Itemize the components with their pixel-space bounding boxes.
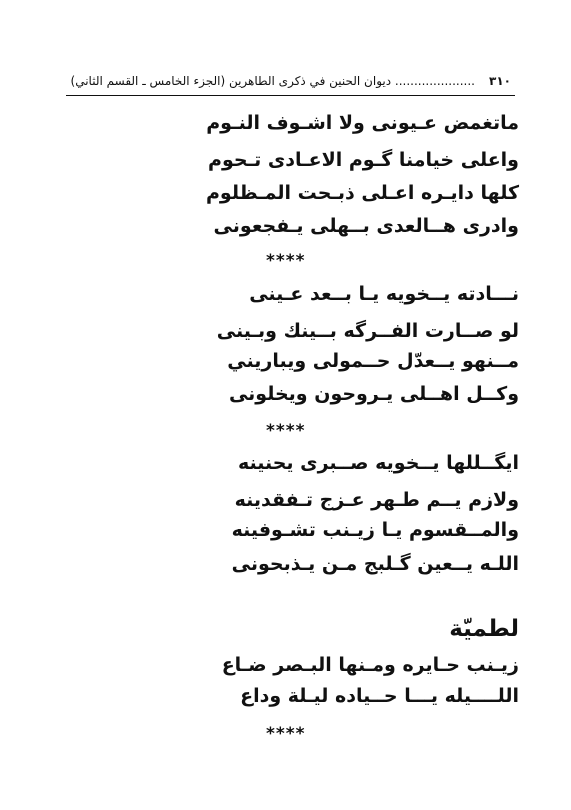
poem-line: ماتغمض عـيونى ولا اشـوف النـوم [206,112,519,134]
stanza-separator: **** [266,724,306,744]
poem-line: والمــقسوم يـا زيـنب تشـوفينه [231,519,519,541]
page-header [66,72,513,94]
running-title: ..................... ديوان الحنين في ذكرى الطاهرين (الجزء الخامس ـ القسم الثاني) [70,74,475,88]
poem-line: لو صــارت الفــرگه بــينك وبـينى [216,320,519,342]
poem-line: وكــل اهــلى يـروحون ويخلونى [228,383,519,405]
poem-line: واعلى خيامنا گـوم الاعـادى تـحوم [208,149,519,171]
poem-line: كلها دايـره اعـلى ذبـحت المـظلوم [206,182,519,204]
stanza-separator: **** [266,251,306,271]
poem-line: مــنهو يــعدّل حــمولى ويباريني [227,350,519,372]
poem-line: وادرى هــالعدى بــهلى يـفجعونى [213,215,519,237]
poem-line: اللـه يــعين گـلبج مـن يـذبحونى [231,553,519,575]
poem-line: ولازم يــم طـهر عـزج تـفقدينه [234,489,519,511]
header-rule [66,95,515,96]
page-number: ٣١٠ [489,74,511,88]
stanza-separator: **** [266,421,306,441]
poem-line: نـــادته يــخويه يـا بــعد عـينى [249,283,519,305]
poem-line: ايگــللها يــخويه صــبرى يحنينه [237,452,519,474]
poem-line: زيـنب حـايره ومـنها البـصر ضـاع [221,654,519,676]
section-title: لطميّة [449,616,519,642]
poem-line: اللــــيله يـــا حــياده ليـلة وداع [240,685,519,707]
